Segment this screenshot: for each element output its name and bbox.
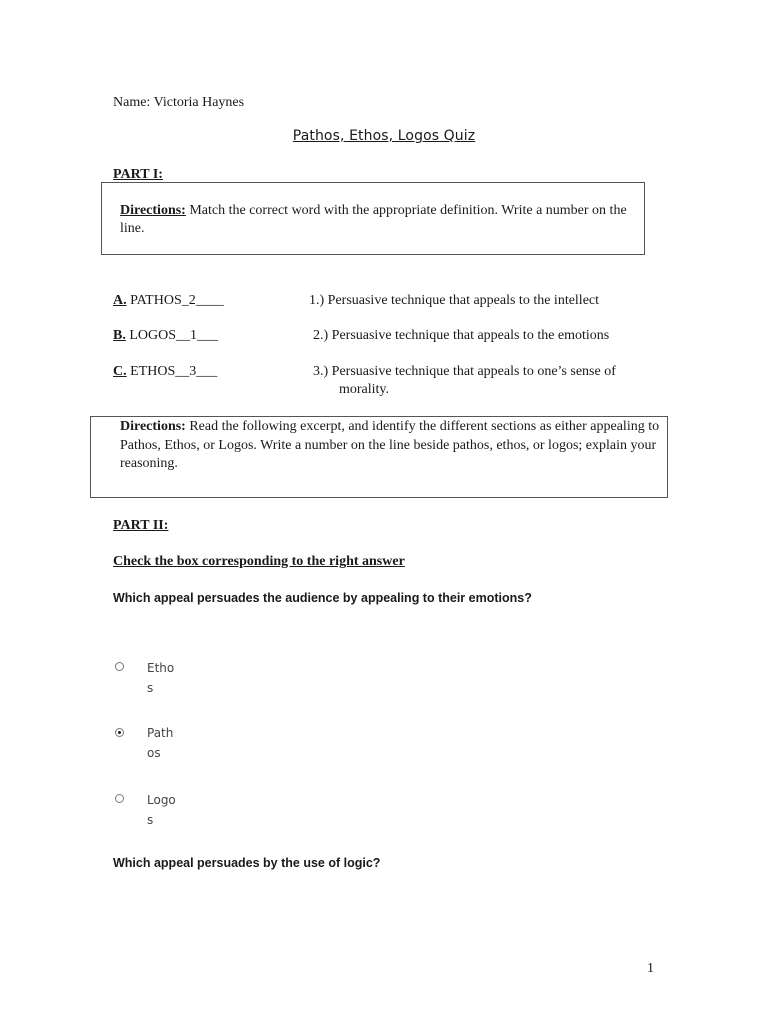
match-row-a	[113, 292, 224, 310]
option-label-ethos: Ethos	[147, 661, 175, 695]
directions-text-2	[120, 418, 660, 474]
directions-box-2	[90, 416, 668, 498]
directions-label: Directions:	[120, 203, 186, 218]
directions-body: Match the correct word with the appropriate definition. Write a number on the line.	[120, 203, 627, 236]
radio-pathos[interactable]	[115, 728, 124, 737]
directions-text-1	[120, 202, 635, 238]
match-definition-2: 2.) Persuasive technique that appeals to the emotions	[313, 328, 610, 343]
match-answer: ETHOS__3___	[126, 364, 218, 379]
radio-logos[interactable]	[115, 794, 124, 803]
match-answer: PATHOS_2____	[126, 293, 224, 308]
part-two-label: PART II:	[113, 518, 169, 533]
check-instruction: Check the box corresponding to the right answer	[113, 554, 405, 569]
match-letter: A.	[113, 293, 127, 308]
question-2: Which appeal persuades by the use of logic?	[113, 856, 381, 870]
question-1: Which appeal persuades the audience by appealing to their emotions?	[113, 591, 532, 605]
match-definition-3: 3.) Persuasive technique that appeals to one’s sense of	[313, 364, 616, 379]
page-number: 1	[647, 961, 654, 976]
match-row-c	[113, 363, 217, 381]
match-definition-3-cont: morality.	[339, 382, 390, 397]
student-name: Name: Victoria Haynes	[113, 95, 245, 110]
match-definition-1: 1.) Persuasive technique that appeals to the intellect	[309, 293, 600, 308]
radio-ethos[interactable]	[115, 662, 124, 671]
directions-box-1	[101, 182, 645, 255]
match-letter: C.	[113, 364, 127, 379]
match-row-b	[113, 327, 218, 345]
match-answer: LOGOS__1___	[125, 328, 219, 343]
option-label-logos: Logos	[147, 793, 176, 827]
directions-body: Read the following excerpt, and identify the different sections as either appealing to Pathos, Ethos, or Logos. Write a number on the line beside pathos, ethos, or logos; explain your reasoning.	[120, 419, 660, 471]
match-letter: B.	[113, 328, 126, 343]
directions-label: Directions:	[120, 419, 186, 434]
part-one-label: PART I:	[113, 167, 163, 182]
page-title: Pathos, Ethos, Logos Quiz	[292, 128, 476, 144]
option-label-pathos: Pathos	[147, 726, 174, 760]
